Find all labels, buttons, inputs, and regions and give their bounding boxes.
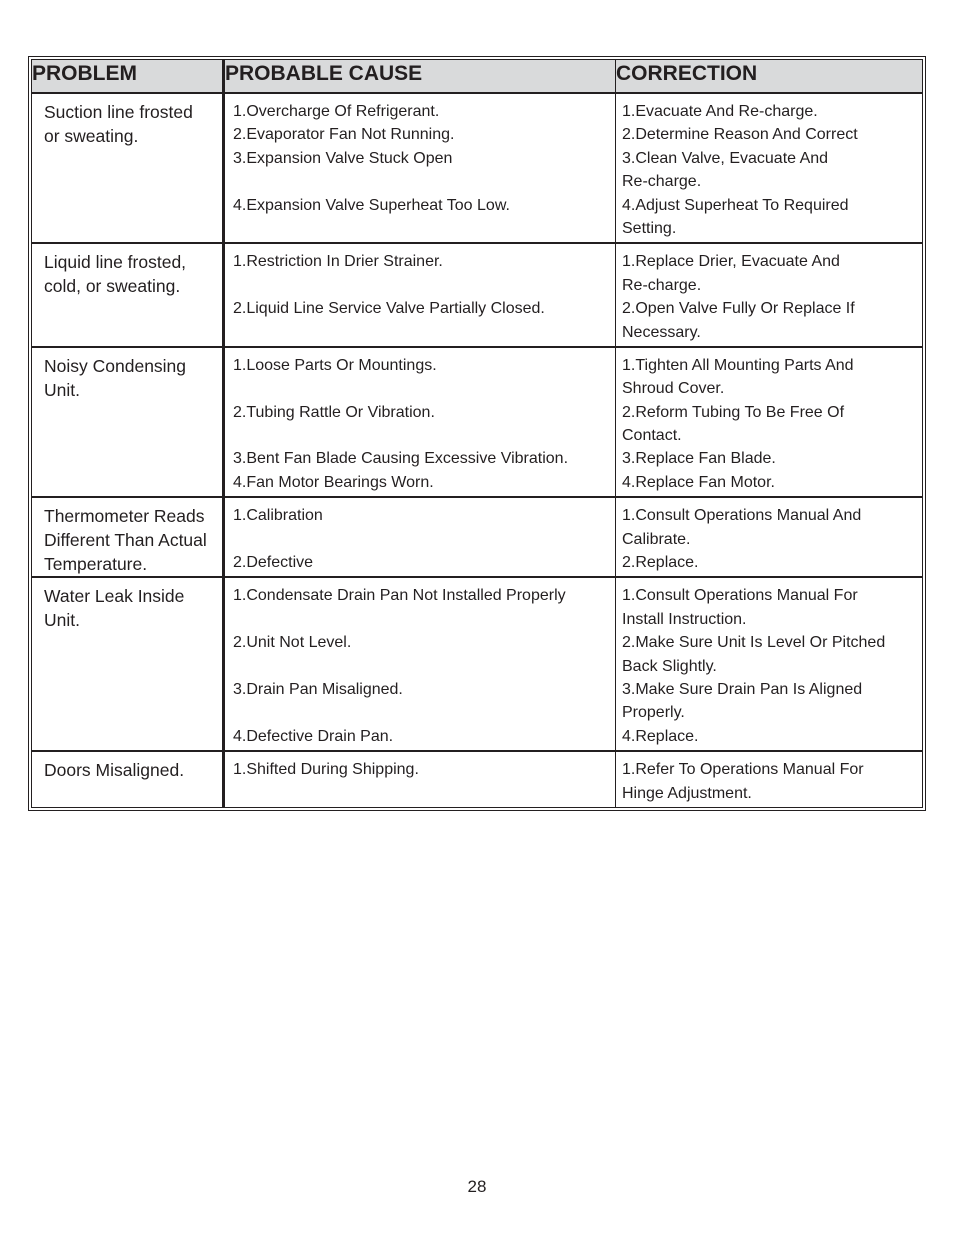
probable-cause-cell [225,498,616,576]
cause-line: 2.Unit Not Level. [233,634,352,652]
correction-cell [616,94,922,242]
probable-cause-cell [225,348,616,496]
correction-line: 3.Replace Fan Blade. [622,450,776,468]
correction-line: 2.Replace. [622,554,699,572]
cause-line: 1.Condensate Drain Pan Not Installed Properly [233,587,566,605]
header-correction: CORRECTION [616,62,758,85]
correction-cell [616,498,922,576]
cause-line: 1.Calibration [233,507,323,525]
cause-line [233,782,615,805]
table-row [32,348,922,498]
cause-line [233,377,615,400]
cause-line [233,170,615,193]
cause-line [233,321,615,344]
probable-cause-cell [225,578,616,750]
correction-line: Re-charge. [622,276,702,294]
correction-line: Necessary. [622,323,701,341]
correction-line: Calibrate. [622,530,691,548]
correction-cell [616,578,922,750]
cause-line: 3.Expansion Valve Stuck Open [233,149,453,167]
cause-line [233,424,615,447]
cause-line: 2.Tubing Rattle Or Vibration. [233,403,435,421]
table-row [32,498,922,578]
correction-line: 3.Make Sure Drain Pan Is Aligned [622,680,863,698]
problem-cell: Liquid line frosted, cold, or sweating. [32,244,225,346]
page-number: 28 [467,1177,487,1196]
correction-line: Back Slightly. [622,657,717,675]
header-probable-cause: PROBABLE CAUSE [225,60,616,92]
correction-line: 2.Make Sure Unit Is Level Or Pitched [622,634,886,652]
correction-line: Install Instruction. [622,610,747,628]
probable-cause-cell [225,752,616,807]
troubleshooting-table [28,56,926,811]
correction-line: Contact. [622,427,682,445]
correction-line: 2.Determine Reason And Correct [622,126,858,144]
correction-line: 4.Replace Fan Motor. [622,473,775,491]
correction-line: 4.Adjust Superheat To Required [622,196,849,214]
table-body [32,94,922,807]
correction-line: 4.Replace. [622,727,699,745]
correction-line: 1.Consult Operations Manual And [622,507,862,525]
correction-cell [616,752,922,807]
cause-line [233,528,615,551]
problem-cell: Noisy Condensing Unit. [32,348,225,496]
correction-cell [616,348,922,496]
header-problem: PROBLEM [32,60,225,92]
probable-cause-cell [225,94,616,242]
cause-line: 4.Fan Motor Bearings Worn. [233,473,434,491]
table-row [32,94,922,244]
cause-line: 4.Expansion Valve Superheat Too Low. [233,196,510,214]
table-row [32,244,922,348]
cause-line [233,655,615,678]
cause-line: 2.Evaporator Fan Not Running. [233,126,455,144]
correction-line: 1.Replace Drier, Evacuate And [622,253,840,271]
correction-line: Setting. [622,219,677,237]
problem-cell: Water Leak Inside Unit. [32,578,225,750]
probable-cause-cell [225,244,616,346]
table-row [32,578,922,752]
correction-line: Re-charge. [622,173,702,191]
correction-line: 3.Clean Valve, Evacuate And [622,149,829,167]
cause-line [233,701,615,724]
table-inner-border [31,59,923,808]
correction-cell [616,244,922,346]
correction-line: 2.Open Valve Fully Or Replace If [622,300,855,318]
cause-line: 1.Loose Parts Or Mountings. [233,356,437,374]
correction-line: 1.Evacuate And Re-charge. [622,103,818,120]
cause-line [233,608,615,631]
correction-line: 1.Consult Operations Manual For [622,587,858,605]
cause-line: 1.Overcharge Of Refrigerant. [233,103,440,120]
problem-cell: Thermometer Reads Different Than Actual Temperature. [32,498,225,576]
cause-line [233,274,615,297]
cause-line: 4.Defective Drain Pan. [233,727,394,745]
correction-line: 1.Tighten All Mounting Parts And [622,356,854,374]
cause-line: 2.Defective [233,554,314,572]
correction-line: Properly. [622,704,685,722]
correction-line: Shroud Cover. [622,380,725,398]
cause-line: 3.Drain Pan Misaligned. [233,680,403,698]
cause-line: 1.Restriction In Drier Strainer. [233,253,443,271]
cause-line: 1.Shifted During Shipping. [233,761,419,779]
correction-line: 2.Reform Tubing To Be Free Of [622,403,845,421]
problem-cell: Doors Misaligned. [32,752,225,807]
table-header [32,60,922,94]
cause-line: 2.Liquid Line Service Valve Partially Closed. [233,300,545,318]
correction-line: 1.Refer To Operations Manual For [622,761,864,779]
cause-line [233,217,615,240]
cause-line: 3.Bent Fan Blade Causing Excessive Vibration. [233,450,569,468]
table-row [32,752,922,807]
problem-cell: Suction line frosted or sweating. [32,94,225,242]
correction-line: Hinge Adjustment. [622,784,752,802]
